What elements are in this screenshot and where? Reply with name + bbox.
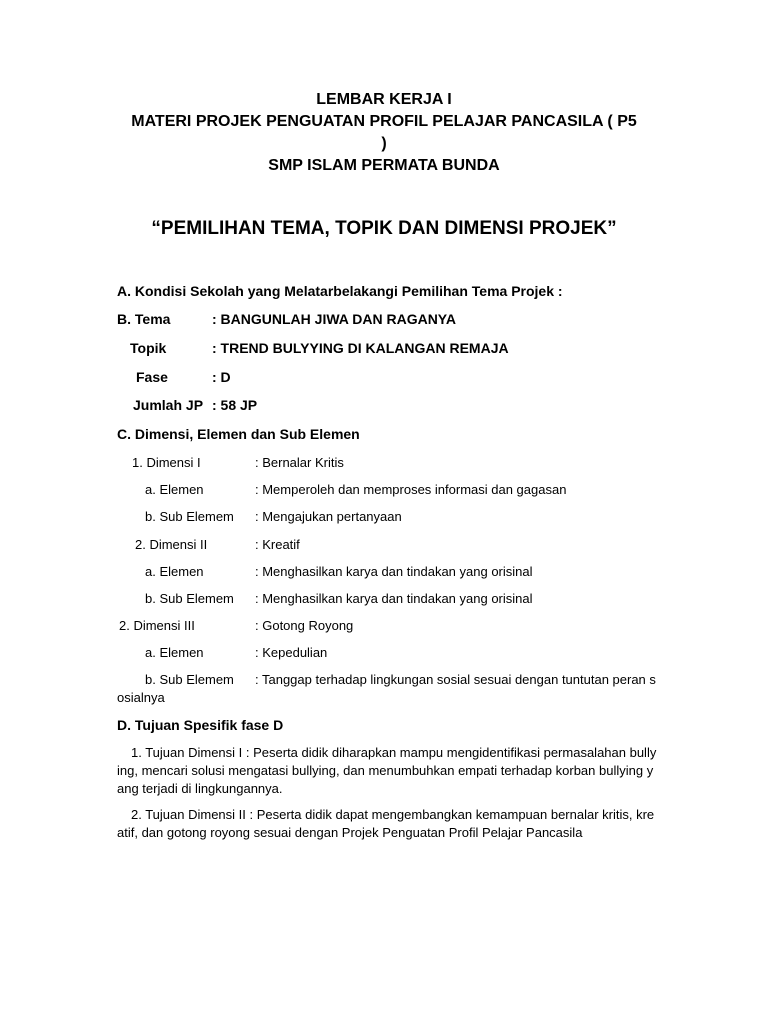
- fase-label: Fase: [136, 369, 168, 385]
- dimensi-3-label: 2. Dimensi III: [119, 618, 195, 633]
- fase-value: : D: [212, 369, 231, 385]
- dimensi-3-subelemen-label: b. Sub Elemem: [145, 672, 234, 687]
- dimensi-2-elemen-label: a. Elemen: [145, 564, 204, 579]
- document-subtitle: “PEMILIHAN TEMA, TOPIK DAN DIMENSI PROJEK”: [151, 218, 617, 239]
- dimensi-1-subelemen-label: b. Sub Elemem: [145, 509, 234, 524]
- dimensi-3-subelemen-value: : Tanggap terhadap lingkungan sosial sesuai dengan tuntutan peran s: [255, 672, 656, 687]
- section-d-heading: D. Tujuan Spesifik fase D: [117, 717, 284, 733]
- dimensi-2-elemen-value: : Menghasilkan karya dan tindakan yang orisinal: [255, 564, 533, 579]
- title-line-1: LEMBAR KERJA I: [316, 91, 452, 108]
- topik-value: : TREND BULYYING DI KALANGAN REMAJA: [212, 340, 509, 356]
- title-line-3: ): [381, 135, 387, 152]
- dimensi-3-elemen-label: a. Elemen: [145, 645, 204, 660]
- dimensi-1-value: : Bernalar Kritis: [255, 455, 344, 470]
- tujuan-dimensi-2-text: 2. Tujuan Dimensi II : Peserta didik dapat mengembangkan kemampuan bernalar kritis, kreatif, dan gotong royong sesuai dengan Projek Penguatan Profil Pelajar Pancasila: [117, 807, 655, 840]
- tujuan-dimensi-2: [117, 806, 657, 842]
- section-a-heading: A. Kondisi Sekolah yang Melatarbelakangi Pemilihan Tema Projek :: [117, 283, 563, 299]
- dimensi-3-elemen-value: : Kepedulian: [255, 645, 328, 660]
- dimensi-1-elemen-value: : Memperoleh dan memproses informasi dan gagasan: [255, 482, 567, 497]
- jumlah-jp-label: Jumlah JP: [133, 397, 204, 413]
- dimensi-3-value: : Gotong Royong: [255, 618, 354, 633]
- section-c-heading: C. Dimensi, Elemen dan Sub Elemen: [117, 426, 360, 442]
- dimensi-1-subelemen-value: : Mengajukan pertanyaan: [255, 509, 402, 524]
- document-title: [100, 89, 668, 177]
- dimensi-1-elemen-label: a. Elemen: [145, 482, 204, 497]
- dimensi-3-subelemen-wrap: osialnya: [117, 690, 165, 705]
- dimensi-2-value: : Kreatif: [255, 537, 300, 552]
- title-line-4: SMP ISLAM PERMATA BUNDA: [268, 157, 500, 174]
- tema-value: : BANGUNLAH JIWA DAN RAGANYA: [212, 311, 456, 327]
- dimensi-2-label: 2. Dimensi II: [135, 537, 208, 552]
- topik-label: Topik: [130, 340, 167, 356]
- dimensi-2-subelemen-value: : Menghasilkan karya dan tindakan yang orisinal: [255, 591, 533, 606]
- jumlah-jp-value: : 58 JP: [212, 397, 258, 413]
- title-line-2: MATERI PROJEK PENGUATAN PROFIL PELAJAR PANCASILA ( P5: [131, 113, 637, 130]
- tujuan-dimensi-1: [117, 744, 657, 798]
- tema-label: B. Tema: [117, 311, 171, 327]
- dimensi-1-label: 1. Dimensi I: [132, 455, 201, 470]
- tujuan-dimensi-1-text: 1. Tujuan Dimensi I : Peserta didik diharapkan mampu mengidentifikasi permasalahan bullying, mencari solusi mengatasi bullying, dan menumbuhkan empati terhadap korban bullying yang terjadi di lingkungannya.: [117, 745, 657, 796]
- dimensi-2-subelemen-label: b. Sub Elemem: [145, 591, 234, 606]
